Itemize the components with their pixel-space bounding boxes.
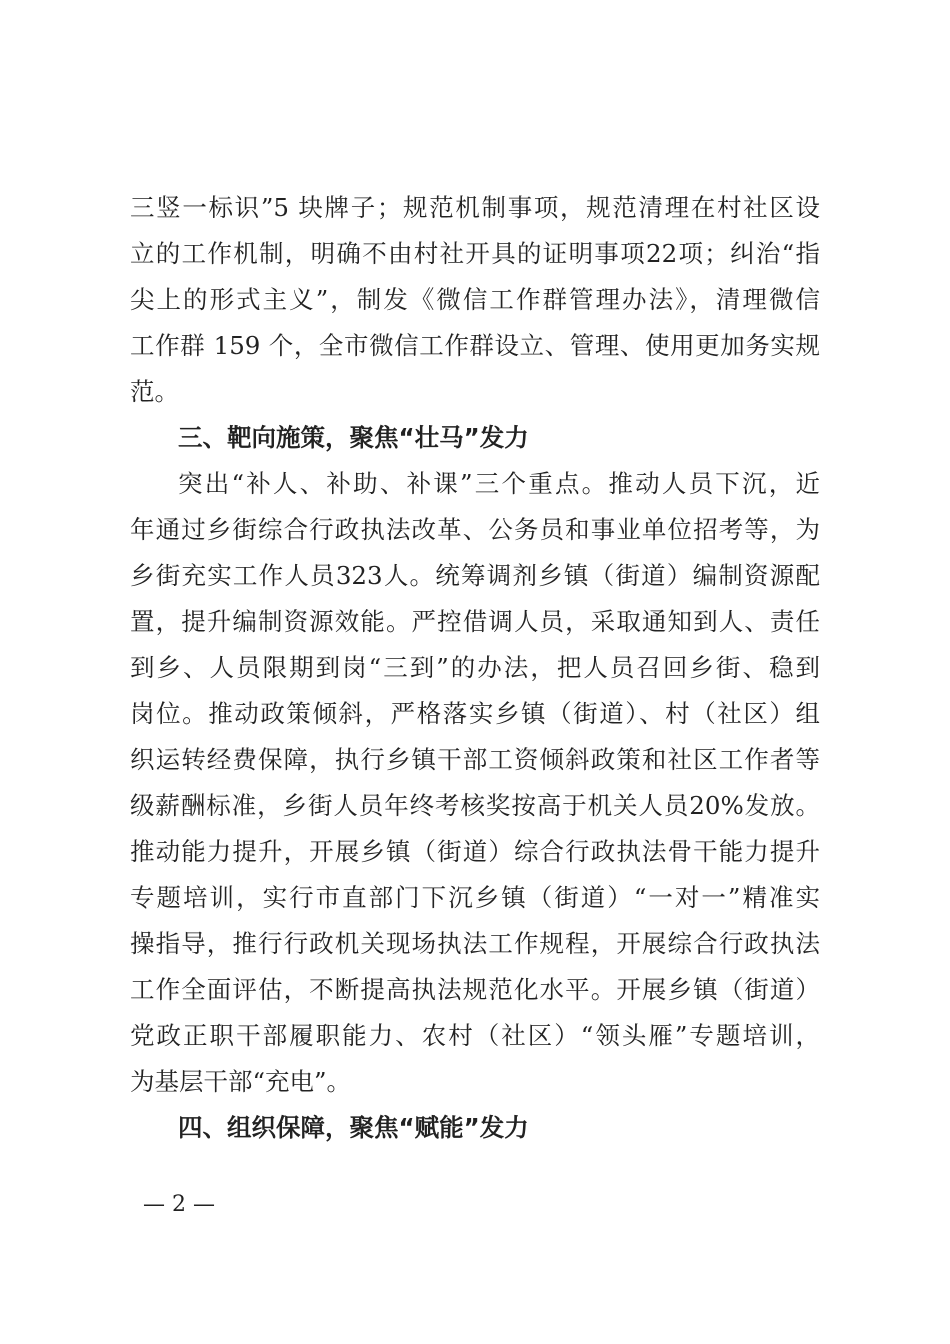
paragraph-2-line-1: 突出“补人、补助、补课”三个重点。推动人员下沉，近 (178, 469, 820, 498)
paragraph-2-line-9: 推动能力提升，开展乡镇（街道）综合行政执法骨干能力提升 (130, 837, 820, 866)
paragraph-2-line-6: 岗位。推动政策倾斜，严格落实乡镇（街道）、村（社区）组 (130, 699, 820, 728)
paragraph-1-line-5: 范。 (130, 377, 179, 406)
paragraph-1-line-1: 三竖一标识”5 块牌子；规范机制事项，规范清理在村社区设 (130, 193, 820, 222)
paragraph-1-line-4: 工作群 159 个，全市微信工作群设立、管理、使用更加务实规 (130, 331, 820, 360)
paragraph-1-line-3: 尖上的形式主义”，制发《微信工作群管理办法》，清理微信 (130, 285, 820, 314)
page-number: — 2 — (143, 1192, 215, 1217)
paragraph-2-line-12: 工作全面评估，不断提高执法规范化水平。开展乡镇（街道） (130, 975, 820, 1004)
paragraph-2-line-5: 到乡、人员限期到岗“三到”的办法，把人员召回乡街、稳到 (130, 653, 820, 682)
paragraph-2-line-7: 织运转经费保障，执行乡镇干部工资倾斜政策和社区工作者等 (130, 745, 820, 774)
paragraph-2-line-14: 为基层干部“充电”。 (130, 1067, 352, 1096)
section-heading-3: 三、靶向施策，聚焦“壮马”发力 (178, 423, 529, 452)
paragraph-2-line-10: 专题培训，实行市直部门下沉乡镇（街道）“一对一”精准实 (130, 883, 820, 912)
paragraph-2-line-3: 乡街充实工作人员323人。统筹调剂乡镇（街道）编制资源配 (130, 561, 820, 590)
section-heading-4: 四、组织保障，聚焦“赋能”发力 (178, 1113, 529, 1142)
paragraph-2-line-2: 年通过乡街综合行政执法改革、公务员和事业单位招考等，为 (130, 515, 820, 544)
paragraph-2-line-4: 置，提升编制资源效能。严控借调人员，采取通知到人、责任 (130, 607, 820, 636)
paragraph-2-line-8: 级薪酬标准，乡街人员年终考核奖按高于机关人员20%发放。 (130, 791, 820, 820)
paragraph-2-line-11: 操指导，推行行政机关现场执法工作规程，开展综合行政执法 (130, 929, 820, 958)
paragraph-1-line-2: 立的工作机制，明确不由村社开具的证明事项22项；纠治“指 (130, 239, 820, 268)
paragraph-2-line-13: 党政正职干部履职能力、农村（社区）“领头雁”专题培训， (130, 1021, 820, 1050)
